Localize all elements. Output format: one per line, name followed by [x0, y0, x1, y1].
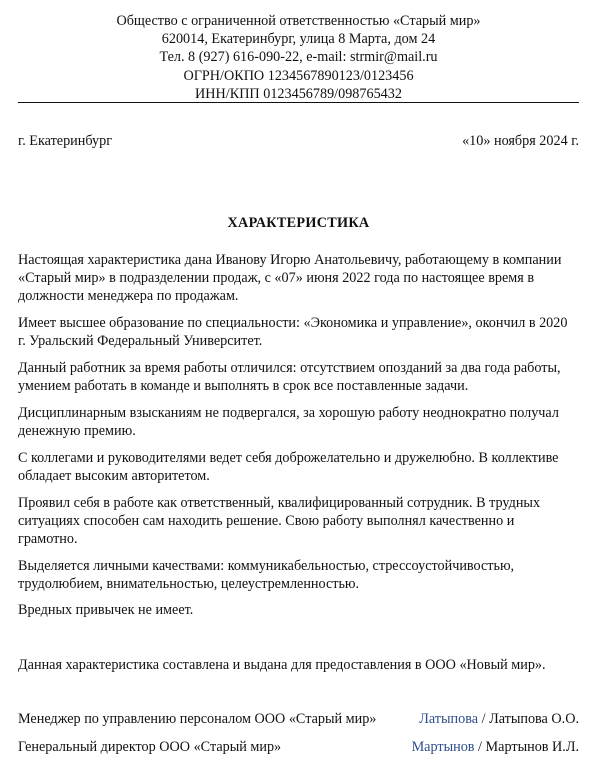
place-date-row	[18, 132, 579, 150]
document-page	[18, 0, 579, 771]
signature-block	[412, 738, 579, 756]
signature-separator: /	[478, 739, 486, 755]
paragraph-education	[18, 314, 579, 350]
paragraph-discipline	[18, 404, 579, 440]
handwritten-signature: Мартынов	[411, 739, 475, 755]
letterhead	[18, 12, 579, 103]
paragraph-work-quality	[18, 494, 579, 549]
paragraph-line: Вредных привычек не имеет.	[18, 602, 194, 618]
signatory-role: Менеджер по управлению персоналом ООО «Старый мир»	[18, 711, 377, 727]
signature-row-hr-manager	[18, 710, 579, 728]
signature-block	[419, 710, 579, 728]
paragraph-purpose	[18, 656, 579, 674]
signatory-name: Латыпова О.О.	[489, 711, 579, 727]
paragraph-line: Данный работник за время работы отличился: отсутствием опозданий за два года работы,	[18, 360, 561, 376]
company-ogrn-okpo: ОГРН/ОКПО 1234567890123/0123456	[183, 67, 414, 84]
company-name: Общество с ограниченной ответственностью «Старый мир»	[116, 13, 481, 29]
company-inn-kpp: ИНН/КПП 0123456789/098765432	[195, 85, 402, 102]
paragraph-line: г. Уральский Федеральный Университет.	[18, 333, 263, 350]
paragraph-habits	[18, 601, 579, 619]
company-contacts: Тел. 8 (927) 616-090-22, e-mail: strmir@mail.ru	[159, 49, 438, 66]
signatory-role: Генеральный директор ООО «Старый мир»	[18, 739, 282, 755]
signatory-name: Мартынов И.Л.	[485, 739, 579, 755]
header-divider	[18, 102, 579, 103]
paragraph-colleagues	[18, 449, 579, 485]
paragraph-personal-qualities	[18, 557, 579, 593]
paragraph-line: трудолюбием, внимательностью, целеустремленностью.	[18, 576, 360, 593]
paragraph-line: Данная характеристика составлена и выдана для предоставления в ООО «Новый мир».	[18, 657, 546, 673]
paragraph-line: Имеет высшее образование по специальности: «Экономика и управление», окончил в 2020	[18, 315, 568, 331]
paragraph-line: Дисциплинарным взысканиям не подвергался, за хорошую работу неоднократно получал	[18, 405, 559, 421]
paragraph-line: обладает высоким авторитетом.	[18, 468, 210, 485]
handwritten-signature: Латыпова	[419, 711, 479, 727]
paragraph-line: ситуациях способен сам находить решение. Свою работу выполнял качественно и	[18, 513, 515, 530]
signature-separator: /	[481, 711, 490, 727]
paragraph-line: С коллегами и руководителями ведет себя доброжелательно и дружелюбно. В коллективе	[18, 450, 559, 466]
paragraph-line: грамотно.	[18, 531, 78, 548]
paragraph-line: Настоящая характеристика дана Иванову Игорю Анатольевичу, работающему в компании	[18, 252, 562, 268]
paragraph-achievements	[18, 359, 579, 395]
paragraph-employment	[18, 251, 579, 306]
signature-row-director	[18, 738, 579, 756]
paragraph-line: умением работать в команде и выполнять в срок все поставленные задачи.	[18, 378, 469, 395]
paragraph-line: денежную премию.	[18, 423, 136, 440]
document-title: ХАРАКТЕРИСТИКА	[227, 215, 370, 231]
paragraph-line: должности менеджера по продажам.	[18, 288, 239, 305]
paragraph-line: Проявил себя в работе как ответственный, квалифицированный сотрудник. В трудных	[18, 495, 541, 511]
document-city: г. Екатеринбург	[18, 133, 113, 149]
company-address: 620014, Екатеринбург, улица 8 Марта, дом 24	[161, 31, 436, 48]
document-date: «10» ноября 2024 г.	[462, 133, 579, 149]
paragraph-line: «Старый мир» в подразделении продаж, с «07» июня 2022 года по настоящее время в	[18, 270, 535, 287]
paragraph-line: Выделяется личными качествами: коммуникабельностью, стрессоустойчивостью,	[18, 558, 515, 574]
